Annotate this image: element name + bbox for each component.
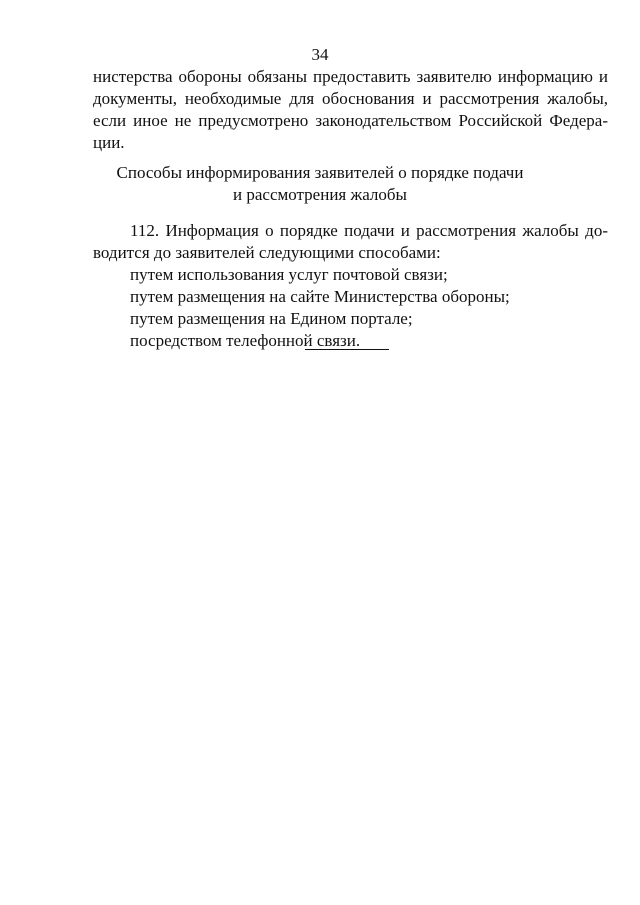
paragraph-112-line-2: водится до заявителей следующими способами: — [93, 243, 441, 262]
paragraph-112-line-1: 112. Информация о порядке подачи и рассмотрения жалобы до- — [130, 221, 608, 240]
section-heading-line-1: Способы информирования заявителей о порядке подачи — [116, 163, 524, 182]
continuation-line-4: ции. — [93, 133, 125, 152]
continuation-line-3: если иное не предусмотрено законодательством Российской Федера- — [93, 111, 608, 130]
continuation-line-1: нистерства обороны обязаны предоставить заявителю информацию и — [93, 67, 608, 86]
method-item-ministry-site: путем размещения на сайте Министерства обороны; — [130, 287, 510, 306]
page-number: 34 — [311, 45, 329, 64]
section-heading-line-2: и рассмотрения жалобы — [233, 185, 407, 204]
method-item-postal: путем использования услуг почтовой связи; — [130, 265, 448, 284]
method-item-telephone: посредством телефонной связи. — [130, 331, 361, 350]
end-separator-line — [305, 349, 389, 350]
method-item-unified-portal: путем размещения на Едином портале; — [130, 309, 413, 328]
continuation-line-2: документы, необходимые для обоснования и рассмотрения жалобы, — [93, 89, 608, 108]
